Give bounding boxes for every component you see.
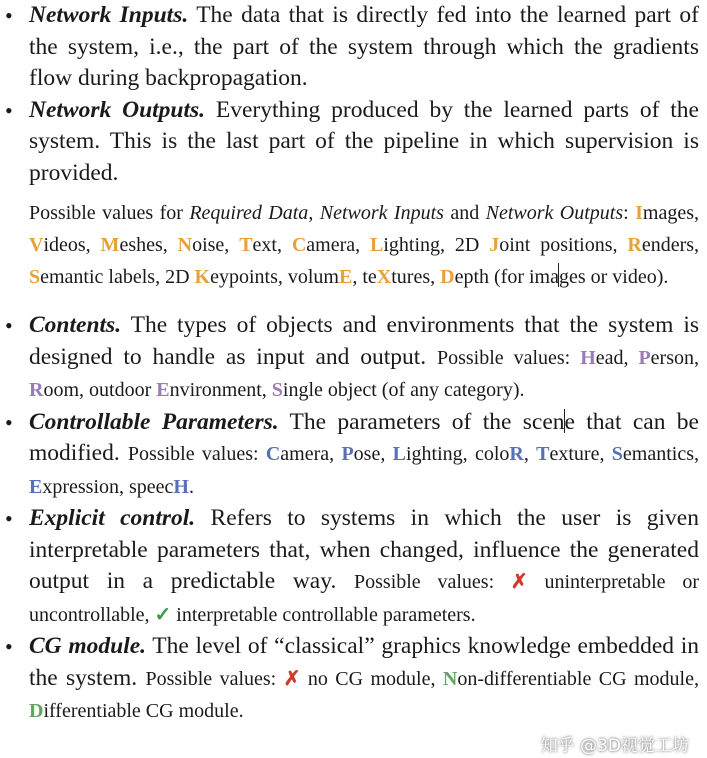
key-letter: R [509, 443, 524, 465]
key-letter: R [627, 234, 642, 256]
list-item-network-outputs [0, 95, 707, 190]
definition-network-outputs: Everything produced by the learned parts of the system. This is the last part of the pipeline in which supervision is provided. [29, 96, 699, 186]
term-explicit-control: Explicit control. [29, 505, 196, 531]
definition-network-inputs: The data that is directly fed into the learned part of the system, i.e., the part of the system through which the gradients flow during backpropagation. [29, 2, 699, 91]
key-letter: L [370, 234, 384, 256]
bullet-icon: • [5, 506, 13, 531]
key-letter: T [239, 234, 253, 256]
watermark: 知乎 @3D视觉工坊 [540, 736, 689, 756]
key-letter: H [173, 475, 189, 498]
key-letter: J [489, 234, 500, 256]
list-item-contents: • Contents. The types of objects and environments that the system is designed to handle as input and output. Possible values: Head, Person, Room, outdoor Environment, Single object (of any category). [5, 312, 699, 401]
check-icon: ✓ [154, 603, 172, 626]
key-letter: N [442, 667, 458, 690]
key-letter: D [440, 266, 455, 288]
term-contents: Contents. [29, 312, 122, 338]
key-letter: T [536, 443, 550, 465]
key-letter: K [194, 266, 211, 288]
term-controllable-parameters: Controllable Parameters. [29, 408, 279, 435]
cross-icon: ✗ [283, 667, 301, 690]
key-letter: C [291, 234, 307, 256]
list-item-controllable-parameters: • Controllable Parameters. The parameters of the scene that can be modified. Possible values: Camera, Pose, Lighting, coloR, Texture, Semantics, Expression, speecH. [5, 408, 699, 498]
bullet-icon: • [5, 634, 13, 659]
key-letter: N [177, 234, 193, 256]
definition-contents: The types of objects and environments that the system is designed to handle as input and output. [29, 312, 699, 370]
key-letter: S [29, 266, 41, 288]
key-letter: H [580, 346, 596, 369]
key-letter: R [29, 379, 44, 401]
key-letter: V [29, 234, 44, 256]
bullet-icon: • [5, 409, 13, 435]
term-cg-module: CG module. [29, 633, 147, 659]
label-network-outputs: Network Outputs [485, 202, 624, 224]
bullet-icon: • [5, 3, 13, 28]
key-letter: M [100, 234, 120, 256]
key-letter: P [638, 346, 651, 369]
key-letter: E [29, 475, 43, 498]
key-letter: E [339, 266, 353, 288]
list-item-cg-module: • CG module. The level of “classical” graphics knowledge embedded in the system. Possible values: ✗ no CG module, Non-differentiable CG module, Differentiable CG module. [5, 633, 699, 722]
key-letter: I [635, 202, 643, 224]
key-letter: C [265, 443, 281, 465]
data-possible-values: Possible values for Required Data, Network Inputs and Network Outputs: Images, Videos, Meshes, Noise, Text, Camera, Lighting, 2D Joint positions, Renders, Semantic labels, 2D Keypoints, volumE, teXtures, Depth (for images or video). [29, 202, 700, 288]
key-letter: P [341, 443, 354, 465]
key-letter: S [611, 443, 623, 465]
label-network-inputs: Network Inputs [319, 202, 444, 224]
key-letter: L [392, 443, 406, 465]
list-item-explicit-control: • Explicit control. Refers to systems in which the user is given interpretable parameters that, when changed, influence the generated output in a predictable way. Possible values: ✗ uninterpretable or uncontrollable, ✓ interpretable controllable parameters. [5, 505, 699, 626]
cross-icon: ✗ [510, 571, 528, 593]
key-letter: X [376, 266, 392, 288]
term-network-outputs: Network Outputs. [29, 96, 206, 123]
bullet-icon: • [5, 313, 13, 338]
list-item-network-inputs [0, 0, 707, 95]
term-network-inputs: Network Inputs. [29, 2, 189, 28]
key-letter: S [271, 379, 283, 401]
key-letter: D [29, 700, 44, 722]
key-letter: E [156, 379, 170, 401]
bullet-icon: • [5, 97, 13, 123]
label-required-data: Required Data [189, 202, 309, 224]
